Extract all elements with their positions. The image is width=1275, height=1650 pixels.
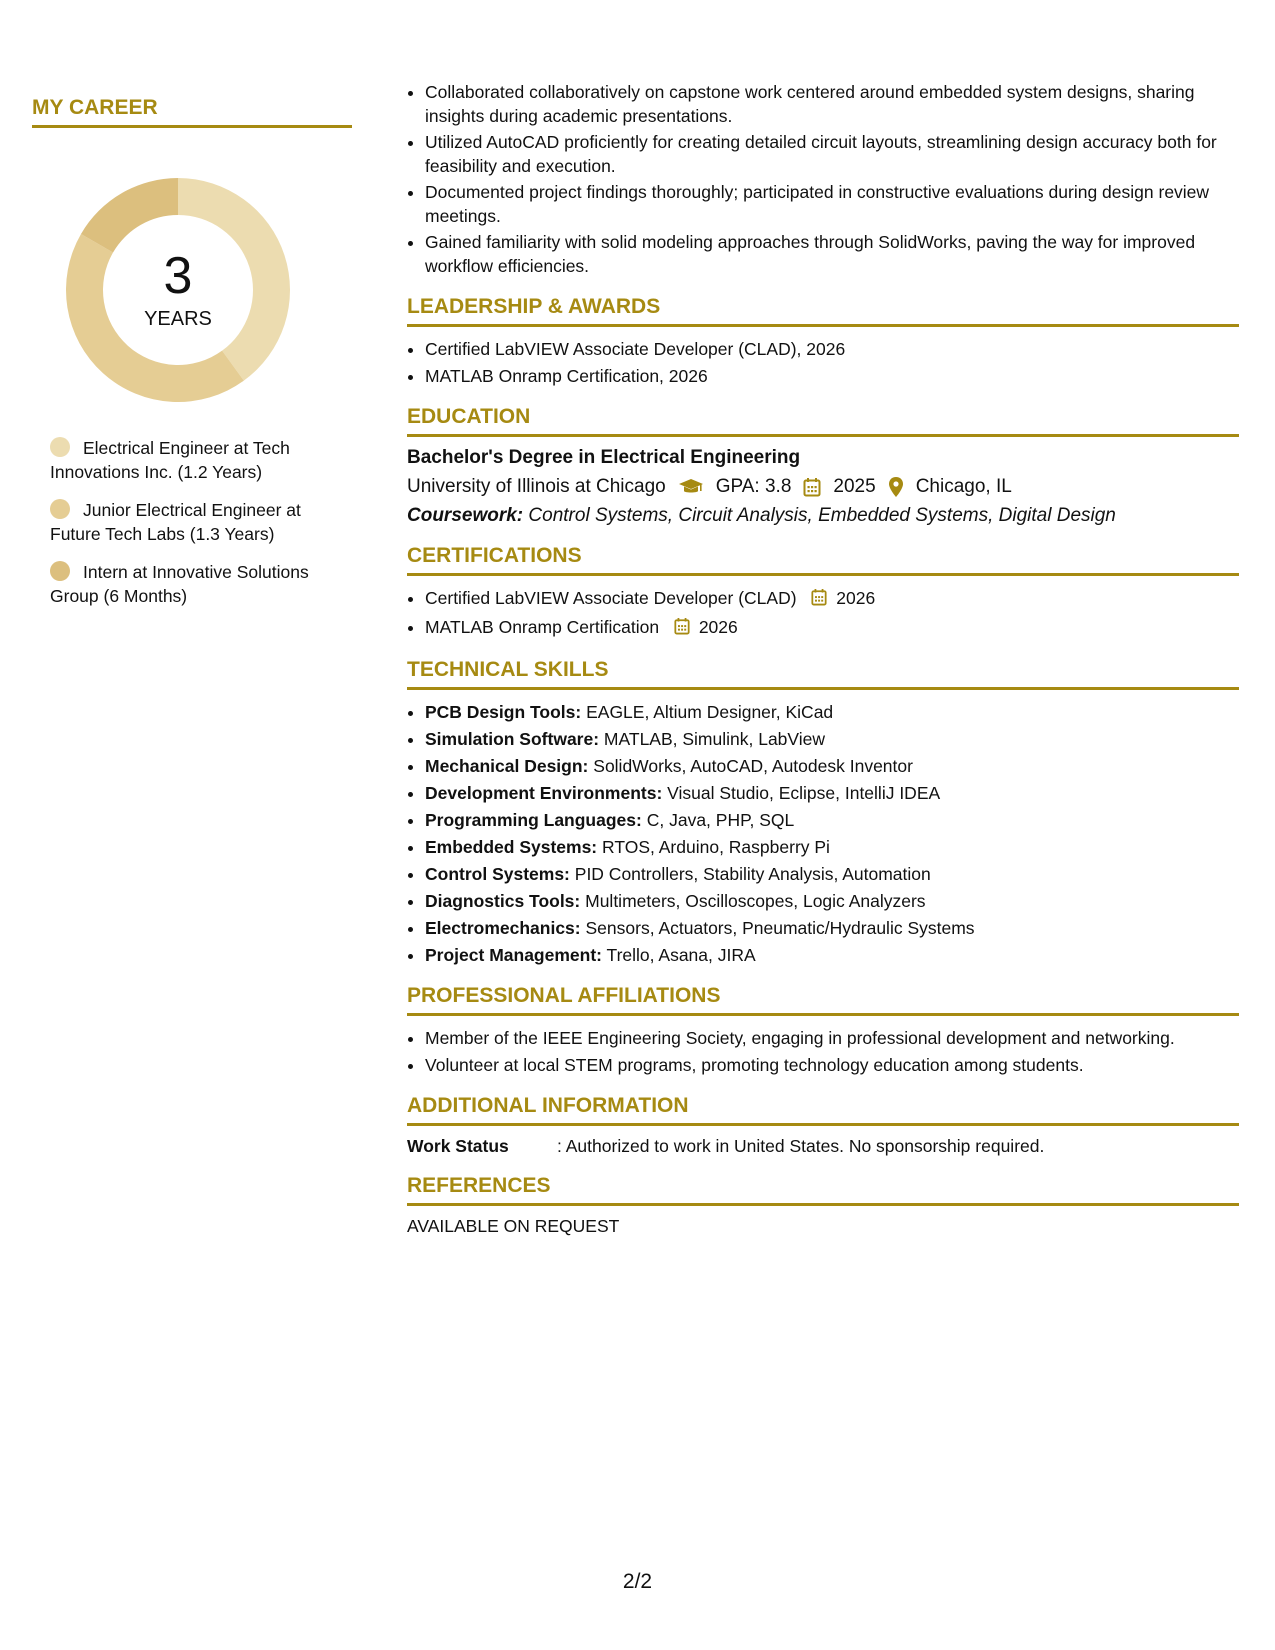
skill-value: Trello, Asana, JIRA — [606, 945, 756, 965]
graduation-cap-icon — [678, 478, 704, 496]
coursework-list: Control Systems, Circuit Analysis, Embedded Systems, Digital Design — [528, 505, 1116, 526]
work-status-value: : Authorized to work in United States. No sponsorship required. — [557, 1136, 1045, 1156]
additional-info-section — [407, 1094, 1239, 1157]
calendar-icon — [811, 588, 827, 612]
skill-item — [425, 835, 1239, 859]
career-sidebar — [32, 96, 352, 606]
legend-item — [50, 560, 350, 608]
main-content — [407, 80, 1239, 1237]
skill-value: Visual Studio, Eclipse, IntelliJ IDEA — [667, 783, 941, 803]
coursework — [407, 505, 1239, 527]
skill-value: SolidWorks, AutoCAD, Autodesk Inventor — [593, 756, 913, 776]
skills-section — [407, 658, 1239, 967]
leadership-section — [407, 295, 1239, 388]
legend-label: Electrical Engineer at Tech Innovations Inc. (1.2 Years) — [50, 438, 290, 482]
skill-value: C, Java, PHP, SQL — [646, 810, 795, 830]
degree-title: Bachelor's Degree in Electrical Engineering — [407, 447, 801, 468]
skill-label: PCB Design Tools: — [425, 702, 582, 722]
skill-item — [425, 781, 1239, 805]
skill-item — [425, 754, 1239, 778]
list-item: • Collaborated collaboratively on capstone work centered around embedded system designs, sharing insights during academic presentations. — [425, 80, 1239, 128]
section-heading: CERTIFICATIONS — [407, 544, 1239, 576]
list-item: • Documented project findings thoroughly; participated in constructive evaluations during design review meetings. — [425, 180, 1239, 228]
section-heading: LEADERSHIP & AWARDS — [407, 295, 1239, 327]
section-heading: ADDITIONAL INFORMATION — [407, 1094, 1239, 1126]
career-heading: MY CAREER — [32, 96, 352, 128]
legend-swatch — [50, 499, 70, 519]
affiliations-section — [407, 984, 1239, 1077]
skill-value: Multimeters, Oscilloscopes, Logic Analyzers — [585, 891, 926, 911]
section-heading: REFERENCES — [407, 1174, 1239, 1206]
work-status — [407, 1136, 1239, 1157]
skill-value: EAGLE, Altium Designer, KiCad — [586, 702, 834, 722]
education-details — [407, 473, 1239, 501]
career-legend — [50, 436, 350, 622]
skill-label: Simulation Software: — [425, 729, 600, 749]
list-item — [425, 615, 1239, 641]
skill-item — [425, 889, 1239, 913]
school-location: Chicago, IL — [915, 476, 1012, 497]
calendar-icon — [803, 477, 821, 497]
skill-label: Embedded Systems: — [425, 837, 598, 857]
list-item: • MATLAB Onramp Certification, 2026 — [425, 364, 1239, 388]
location-pin-icon — [888, 476, 904, 498]
references-text: AVAILABLE ON REQUEST — [407, 1216, 620, 1236]
experience-bullets — [407, 80, 1239, 278]
page-number: 2/2 — [622, 1570, 653, 1593]
work-status-label: Work Status — [407, 1136, 509, 1156]
skill-item — [425, 916, 1239, 940]
list-item: • Certified LabVIEW Associate Developer (CLAD), 2026 — [425, 337, 1239, 361]
skill-label: Control Systems: — [425, 864, 570, 884]
skill-value: PID Controllers, Stability Analysis, Automation — [574, 864, 931, 884]
list-item: • Member of the IEEE Engineering Society, engaging in professional development and networking. — [425, 1026, 1239, 1050]
skill-label: Diagnostics Tools: — [425, 891, 581, 911]
graduation-year: 2025 — [833, 476, 876, 497]
skill-item — [425, 727, 1239, 751]
cert-year: 2026 — [698, 617, 738, 637]
skill-item — [425, 943, 1239, 967]
coursework-label: Coursework: — [407, 505, 524, 526]
skill-item — [425, 808, 1239, 832]
legend-swatch — [50, 437, 70, 457]
cert-name: MATLAB Onramp Certification — [425, 617, 660, 637]
cert-name: Certified LabVIEW Associate Developer (CLAD) — [425, 588, 797, 608]
skill-value: MATLAB, Simulink, LabView — [603, 729, 826, 749]
skill-label: Project Management: — [425, 945, 602, 965]
career-total-unit: YEARS — [144, 308, 212, 330]
section-heading: TECHNICAL SKILLS — [407, 658, 1239, 690]
school-name: University of Illinois at Chicago — [407, 476, 666, 497]
skill-label: Mechanical Design: — [425, 756, 589, 776]
skill-label: Development Environments: — [425, 783, 663, 803]
list-item: • Volunteer at local STEM programs, promoting technology education among students. — [425, 1053, 1239, 1077]
list-item: • Utilized AutoCAD proficiently for creating detailed circuit layouts, streamlining design accuracy both for feasibility and execution. — [425, 130, 1239, 178]
calendar-icon — [674, 617, 690, 641]
career-total-number: 3 — [163, 247, 193, 305]
skill-value: RTOS, Arduino, Raspberry Pi — [602, 837, 830, 857]
skill-label: Programming Languages: — [425, 810, 642, 830]
certifications-section — [407, 544, 1239, 641]
legend-swatch — [50, 561, 70, 581]
skill-item — [425, 862, 1239, 886]
gpa: GPA: 3.8 — [715, 476, 792, 497]
legend-label: Junior Electrical Engineer at Future Tech Labs (1.3 Years) — [50, 500, 301, 544]
section-heading: EDUCATION — [407, 405, 1239, 437]
legend-item — [50, 436, 350, 484]
skill-item — [425, 700, 1239, 724]
legend-item — [50, 498, 350, 546]
cert-year: 2026 — [836, 588, 876, 608]
section-heading: PROFESSIONAL AFFILIATIONS — [407, 984, 1239, 1016]
donut-segment-3 — [81, 178, 178, 253]
skill-value: Sensors, Actuators, Pneumatic/Hydraulic Systems — [585, 918, 975, 938]
list-item: • Gained familiarity with solid modeling approaches through SolidWorks, paving the way for improved workflow efficiencies. — [425, 230, 1239, 278]
list-item — [425, 586, 1239, 612]
legend-label: Intern at Innovative Solutions Group (6 Months) — [50, 562, 309, 606]
references-section — [407, 1174, 1239, 1237]
education-section — [407, 405, 1239, 527]
skill-label: Electromechanics: — [425, 918, 581, 938]
